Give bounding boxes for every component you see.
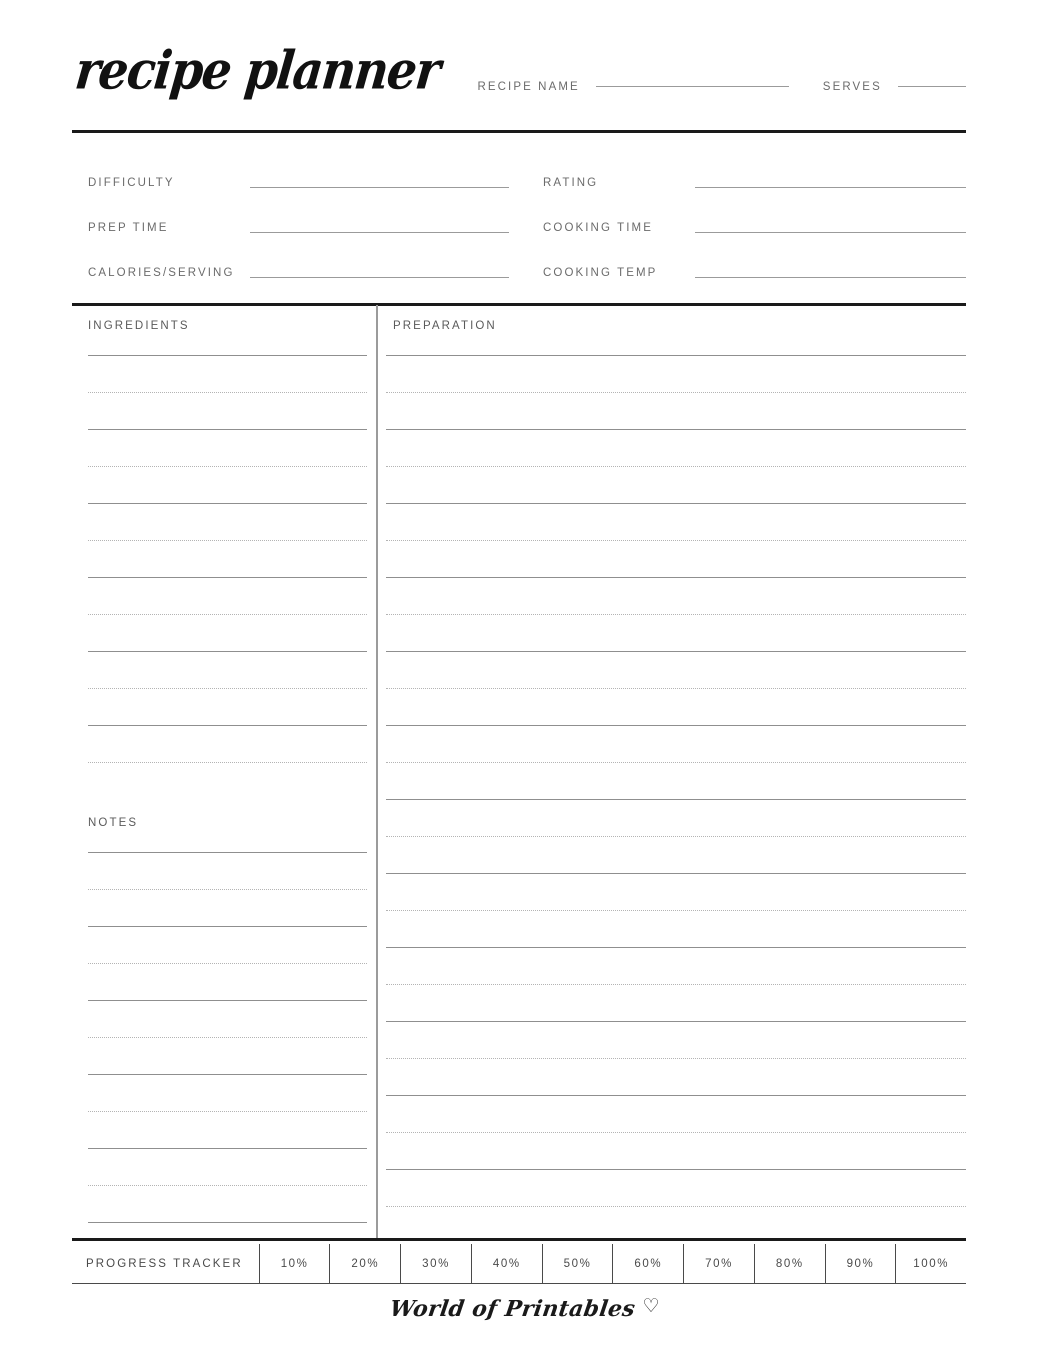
field-serves-label: SERVES [822,81,882,93]
writing-line[interactable] [386,725,966,726]
ingredients-writing-lines[interactable] [88,355,367,799]
progress-tracker-step-60[interactable]: 60% [612,1244,683,1283]
writing-line[interactable] [88,1000,367,1001]
field-cooking-temp[interactable] [543,250,966,295]
writing-line[interactable] [386,355,966,356]
writing-line[interactable] [88,1185,367,1186]
field-recipe-name-label: RECIPE NAME [477,81,580,93]
field-difficulty-label: DIFFICULTY [88,176,175,189]
page-header [72,34,966,104]
progress-tracker-step-90[interactable]: 90% [825,1244,896,1283]
header-divider-rule [72,130,966,133]
writing-line[interactable] [88,577,367,578]
field-rating-writeline[interactable] [695,187,966,188]
writing-line[interactable] [386,614,966,615]
writing-line[interactable] [386,1169,966,1170]
writing-line[interactable] [88,688,367,689]
writing-line[interactable] [88,1222,367,1223]
writing-line[interactable] [88,392,367,393]
section-heading-preparation: PREPARATION [393,320,497,332]
writing-line[interactable] [386,1095,966,1096]
writing-line[interactable] [88,651,367,652]
writing-line[interactable] [386,1132,966,1133]
field-serves[interactable] [823,81,966,93]
progress-tracker-step-20[interactable]: 20% [329,1244,400,1283]
writing-line[interactable] [386,466,966,467]
writing-line[interactable] [88,1037,367,1038]
field-calories-serving-label: CALORIES/SERVING [88,266,235,279]
brand-wordmark: World of Printables [388,1296,638,1322]
progress-tracker [72,1244,966,1284]
writing-line[interactable] [386,947,966,948]
column-divider [376,305,378,1238]
field-calories-serving-writeline[interactable] [250,277,509,278]
progress-tracker-cells [259,1244,966,1283]
writing-line[interactable] [386,651,966,652]
writing-line[interactable] [386,540,966,541]
field-difficulty[interactable] [88,160,543,205]
writing-line[interactable] [386,910,966,911]
section-heading-notes: NOTES [88,817,139,829]
progress-tracker-step-100[interactable]: 100% [895,1244,966,1283]
progress-tracker-step-50[interactable]: 50% [542,1244,613,1283]
writing-line[interactable] [386,984,966,985]
field-prep-time-writeline[interactable] [250,232,509,233]
writing-line[interactable] [386,836,966,837]
field-recipe-name-writeline[interactable] [596,86,789,87]
field-cooking-temp-label: COOKING TEMP [543,266,658,279]
writing-line[interactable] [88,540,367,541]
field-serves-writeline[interactable] [898,86,966,87]
tracker-divider-rule [72,1238,966,1241]
writing-line[interactable] [88,1111,367,1112]
notes-writing-lines[interactable] [88,852,367,1259]
writing-line[interactable] [88,355,367,356]
heart-icon: ♡ [642,1295,660,1317]
header-fields [435,81,966,104]
field-recipe-name[interactable] [477,81,788,93]
preparation-writing-lines[interactable] [386,355,966,1243]
field-cooking-time-label: COOKING TIME [543,221,653,234]
field-difficulty-writeline[interactable] [250,187,509,188]
field-calories-serving[interactable] [88,250,543,295]
progress-tracker-label: PROGRESS TRACKER [86,1257,243,1270]
recipe-info-grid [88,160,966,295]
writing-line[interactable] [88,466,367,467]
progress-tracker-step-40[interactable]: 40% [471,1244,542,1283]
writing-line[interactable] [386,1021,966,1022]
writing-line[interactable] [88,1148,367,1149]
writing-line[interactable] [386,688,966,689]
writing-line[interactable] [386,762,966,763]
writing-line[interactable] [88,429,367,430]
progress-tracker-step-10[interactable]: 10% [259,1244,330,1283]
writing-line[interactable] [386,392,966,393]
progress-tracker-step-80[interactable]: 80% [754,1244,825,1283]
page-title: recipe planner [72,40,443,102]
writing-line[interactable] [88,503,367,504]
progress-tracker-step-70[interactable]: 70% [683,1244,754,1283]
writing-line[interactable] [386,503,966,504]
field-rating-label: RATING [543,176,599,189]
writing-line[interactable] [386,873,966,874]
field-cooking-temp-writeline[interactable] [695,277,966,278]
writing-line[interactable] [88,926,367,927]
page-footer [0,1296,1050,1322]
writing-line[interactable] [88,852,367,853]
sections-divider-rule [72,303,966,306]
writing-line[interactable] [386,1058,966,1059]
writing-line[interactable] [386,799,966,800]
section-heading-ingredients: INGREDIENTS [88,320,190,332]
field-cooking-time-writeline[interactable] [695,232,966,233]
field-prep-time-label: PREP TIME [88,221,169,234]
progress-tracker-step-30[interactable]: 30% [400,1244,471,1283]
field-cooking-time[interactable] [543,205,966,250]
writing-line[interactable] [88,963,367,964]
field-rating[interactable] [543,160,966,205]
writing-line[interactable] [88,725,367,726]
writing-line[interactable] [386,429,966,430]
writing-line[interactable] [386,577,966,578]
writing-line[interactable] [88,762,367,763]
field-prep-time[interactable] [88,205,543,250]
writing-line[interactable] [88,614,367,615]
writing-line[interactable] [88,889,367,890]
writing-line[interactable] [386,1206,966,1207]
writing-line[interactable] [88,1074,367,1075]
